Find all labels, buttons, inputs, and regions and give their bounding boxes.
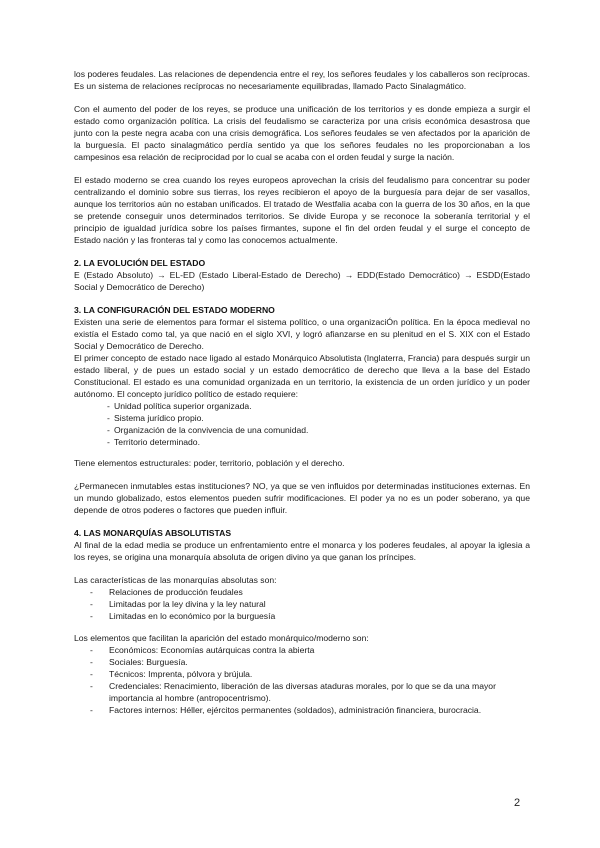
page-content (74, 68, 530, 726)
elements-list (74, 644, 530, 716)
list-item: - Sistema jurídico propio. (74, 412, 530, 424)
list-item: - Unidad política superior organizada. (74, 400, 530, 412)
paragraph: Existen una serie de elementos para formar el sistema político, o una organizaciÓn política. En la época medieval no existía el Estado como tal, ya que nació en el siglo XVI, y logró afianzarse en su plenitud en el S. XIX con el Estado Social y Democrático de Derecho. (74, 317, 530, 351)
characteristics-list (74, 586, 530, 622)
paragraph: Los elementos que facilitan la aparición del estado monárquico/moderno son: (74, 633, 369, 643)
list-item: - Económicos: Economías autárquicas contra la abierta (74, 644, 530, 656)
section-heading-evolucion: 2. LA EVOLUCIÓN DEL ESTADO (74, 258, 206, 268)
list-item: - Limitadas en lo económico por la burguesía (74, 610, 530, 622)
list-item: - Territorio determinado. (74, 436, 530, 448)
paragraph: E (Estado Absoluto) → EL-ED (Estado Liberal-Estado de Derecho) → EDD(Estado Democrático) → ESDD(Estado Social y Democrático de Derecho) (74, 270, 530, 292)
list-item: - Factores internos: Héller, ejércitos permanentes (soldados), administración financiera, burocracia. (74, 704, 530, 716)
list-item: - Organización de la convivencia de una comunidad. (74, 424, 530, 436)
list-item: - Credenciales: Renacimiento, liberación de las diversas ataduras morales, por lo que se da una mayor importancia al hombre (antropocentrismo). (74, 680, 530, 704)
paragraph: Al final de la edad media se produce un enfrentamiento entre el monarca y los poderes feudales, al apoyar la iglesia a los reyes, se origina una monarquía absoluta de origen divino ya que ganan los príncipes. (74, 540, 530, 562)
page-number: 2 (514, 797, 521, 809)
list-item: - Sociales: Burguesía. (74, 656, 530, 668)
section-heading-monarquias: 4. LAS MONARQUÍAS ABSOLUTISTAS (74, 528, 232, 538)
list-item: - Técnicos: Imprenta, pólvora y brújula. (74, 668, 530, 680)
list-item: - Limitadas por la ley divina y la ley natural (74, 598, 530, 610)
paragraph: Las características de las monarquías absolutas son: (74, 575, 277, 585)
requirements-list (74, 400, 530, 448)
paragraph: Con el aumento del poder de los reyes, se produce una unificación de los territorios y es donde empieza a surgir el estado como organización política. La crisis del feudalismo se caracteriza por una crisis económica desastrosa que junto con la peste negra acaba con una crisis demográfica. Los señores feudales se ven afectados por la aparición de la burguesía. El pacto sinalagmático perdía sentido ya que los señores feudales no les proporcionaban a los campesinos esa relación de reciprocidad por lo cual se acaba con el orden feudal y surge la nación. (74, 104, 530, 162)
paragraph: ¿Permanecen inmutables estas instituciones? NO, ya que se ven influidos por determinadas instituciones externas. En un mundo globalizado, estos elementos pueden sufrir modificaciones. El poder ya no es un poder soberano, ya que depende de otros poderes o factores que pueden influir. (74, 481, 530, 515)
paragraph: El primer concepto de estado nace ligado al estado Monárquico Absolutista (Inglaterra, Francia) para después surgir un estado liberal, y de pues un estado social y un estado democrático de derecho que lleva a la base del Estado Constitucional. El estado es una comunidad organizada en un territorio, la existencia de un orden jurídico y un poder autónomo. El concepto jurídico político de estado requiere: (74, 353, 530, 399)
paragraph: los poderes feudales. Las relaciones de dependencia entre el rey, los señores feudales y los caballeros son recíprocas. Es un sistema de relaciones recíprocas no necesariamente equilibradas, llamado Pacto Sinalagmático. (74, 69, 530, 91)
paragraph: Tiene elementos estructurales: poder, territorio, población y el derecho. (74, 458, 345, 468)
list-item: - Relaciones de producción feudales (74, 586, 530, 598)
section-heading-configuracion: 3. LA CONFIGURACIÓN DEL ESTADO MODERNO (74, 305, 275, 315)
paragraph: El estado moderno se crea cuando los reyes europeos aprovechan la crisis del feudalismo para concentrar su poder centralizando el dominio sobre sus tierras, los reyes recibieron el apoyo de la burguesía para dejar de ser vasallos, aunque los territorios aún no estaban unificados. El tratado de Westfalia acaba con la guerra de los 30 años, en la que se pretende conseguir unos determinados territorios. Se divide Europa y se reconoce la soberanía territorial y el principio de igualdad jurídica sobre los países firmantes, supone el fin del orden feudal y el surge el concepto de Estado nación y las fronteras tal y como las conocemos actualmente. (74, 175, 530, 245)
